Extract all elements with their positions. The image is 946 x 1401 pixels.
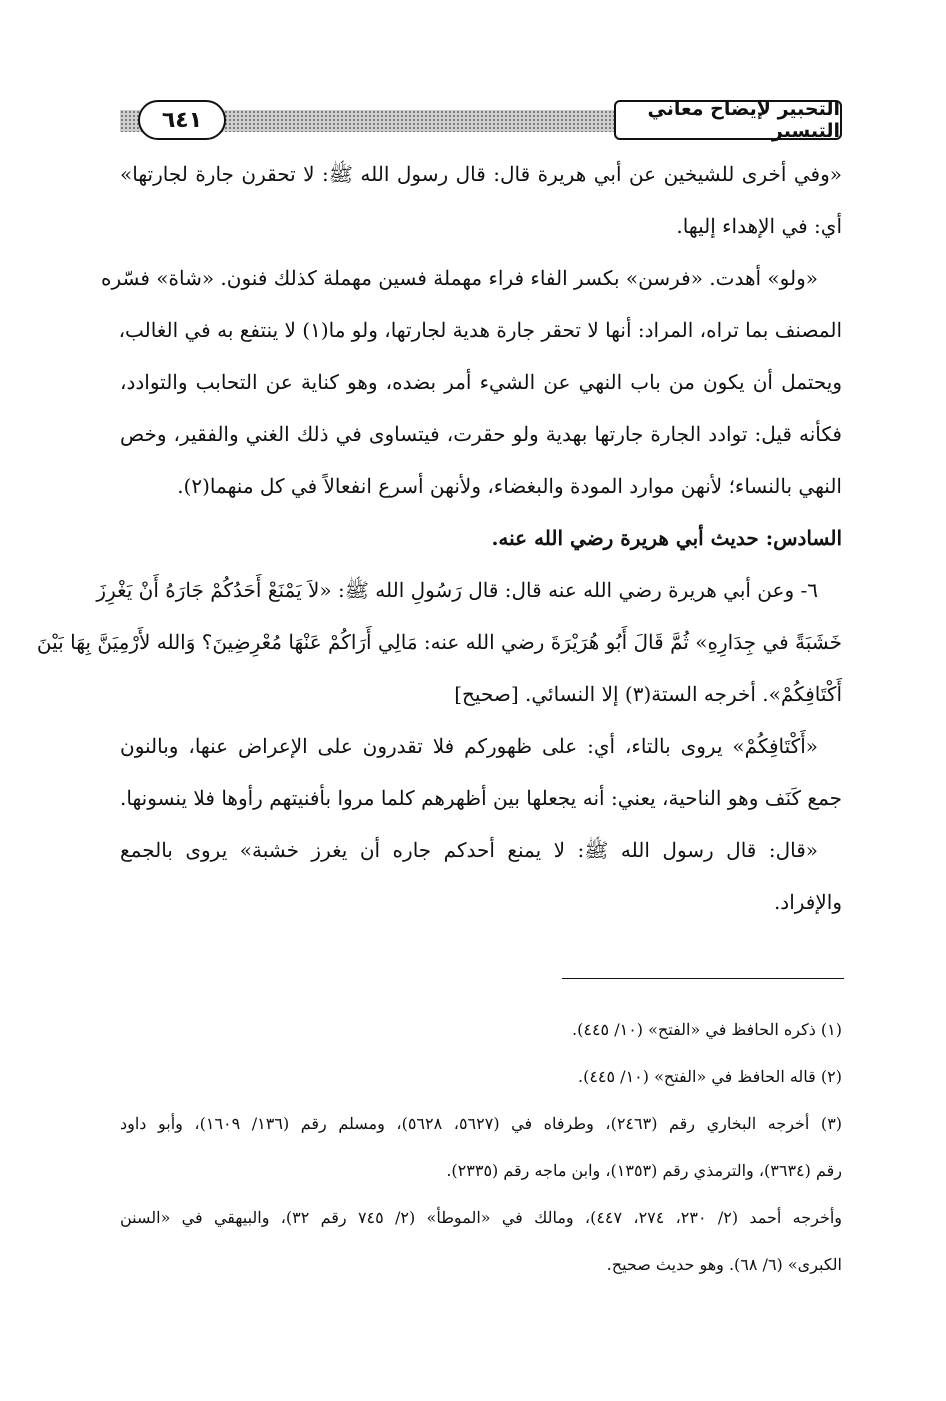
section-heading: السادس: حديث أبي هريرة رضي الله عنه. [491, 526, 842, 550]
hadith-line: ٦- وعن أبي هريرة رضي الله عنه قال: قال رَسُولِ الله ﷺ: «لاَ يَمْنَعْ أَحَدُكُمْ جَارَهُ أَنْ يَغْرِزَ [96, 578, 818, 602]
hadith-line: أَكْتَافِكُمْ». أخرجه الستة(٣) إلا النسائي. [صحيح] [454, 682, 842, 706]
footnotes [120, 1006, 842, 1288]
text-line: ويحتمل أن يكون من باب النهي عن الشيء أمر بضده، وهو كناية عن التحابب والتوادد، [120, 370, 842, 394]
running-title: التحبير لإيضاح معاني التيسير [614, 100, 842, 140]
page-header [120, 100, 842, 142]
footnote: رقم (٣٦٣٤)، والترمذي رقم (١٣٥٣)، وابن ماجه رقم (٢٣٣٥). [446, 1161, 842, 1180]
text-line: النهي بالنساء؛ لأنهن موارد المودة والبغضاء، ولأنهن أسرع انفعالاً في كل منهما(٢). [177, 474, 842, 498]
text-line: جمع كَنَف وهو الناحية، يعني: أنه يجعلها بين أظهرهم كلما مروا بأفنيتهم رأوها فلا ينسونها. [120, 786, 842, 810]
text-line: المصنف بما تراه، المراد: أنها لا تحقر جارة هدية لجارتها، ولو ما(١) لا ينتفع به في الغالب، [118, 318, 842, 342]
footnote: الكبرى» (٦/ ٦٨). وهو حديث صحيح. [606, 1255, 842, 1274]
footnote: وأخرجه أحمد (٢/ ٢٣٠، ٢٧٤، ٤٤٧)، ومالك في «الموطأ» (٢/ ٧٤٥ رقم ٣٢)، والبيهقي في «السنن [120, 1208, 843, 1227]
page-number: ٦٤١ [138, 100, 226, 140]
hadith-line: خَشَبَةً في جِدَارِهِ» ثُمَّ قَالَ أَبُو هُرَيْرَةَ رضي الله عنه: مَالِي أَرَاكُمْ عَنْهَا مُعْرِضِينَ؟ وَالله لأَرْمِيَنَّ بِهَا بَيْنَ [36, 630, 842, 654]
text-line: أي: في الإهداء إليها. [676, 214, 842, 238]
footnote: (٣) أخرجه البخاري رقم (٢٤٦٣)، وطرفاه في (٥٦٢٧، ٥٦٢٨)، ومسلم رقم (١٣٦/ ١٦٠٩)، وأبو داود [120, 1114, 843, 1133]
main-text [36, 148, 842, 928]
text-line: فكأنه قيل: توادد الجارة جارتها بهدية ولو حقرت، فيتساوى في ذلك الغني والفقير، وخص [120, 422, 842, 446]
footnote: (١) ذكره الحافظ في «الفتح» (١٠/ ٤٤٥). [572, 1020, 842, 1039]
text-line: «أَكْتَافِكُمْ» يروى بالتاء، أي: على ظهوركم فلا تقدرون على الإعراض عنها، وبالنون [120, 734, 818, 758]
text-line: «وفي أخرى للشيخين عن أبي هريرة قال: قال رسول الله ﷺ: لا تحقرن جارة لجارتها» [120, 162, 842, 186]
text-line: والإفراد. [773, 890, 842, 914]
text-line: «ولو» أهدت. «فرسن» بكسر الفاء فراء مهملة فسين مهملة كذلك فنون. «شاة» فسّره [101, 266, 818, 290]
footnote: (٢) قاله الحافظ في «الفتح» (١٠/ ٤٤٥). [577, 1067, 842, 1086]
text-line: «قال: قال رسول الله ﷺ: لا يمنع أحدكم جاره أن يغرز خشبة» يروى بالجمع [120, 838, 818, 862]
footnote-divider [562, 978, 844, 979]
